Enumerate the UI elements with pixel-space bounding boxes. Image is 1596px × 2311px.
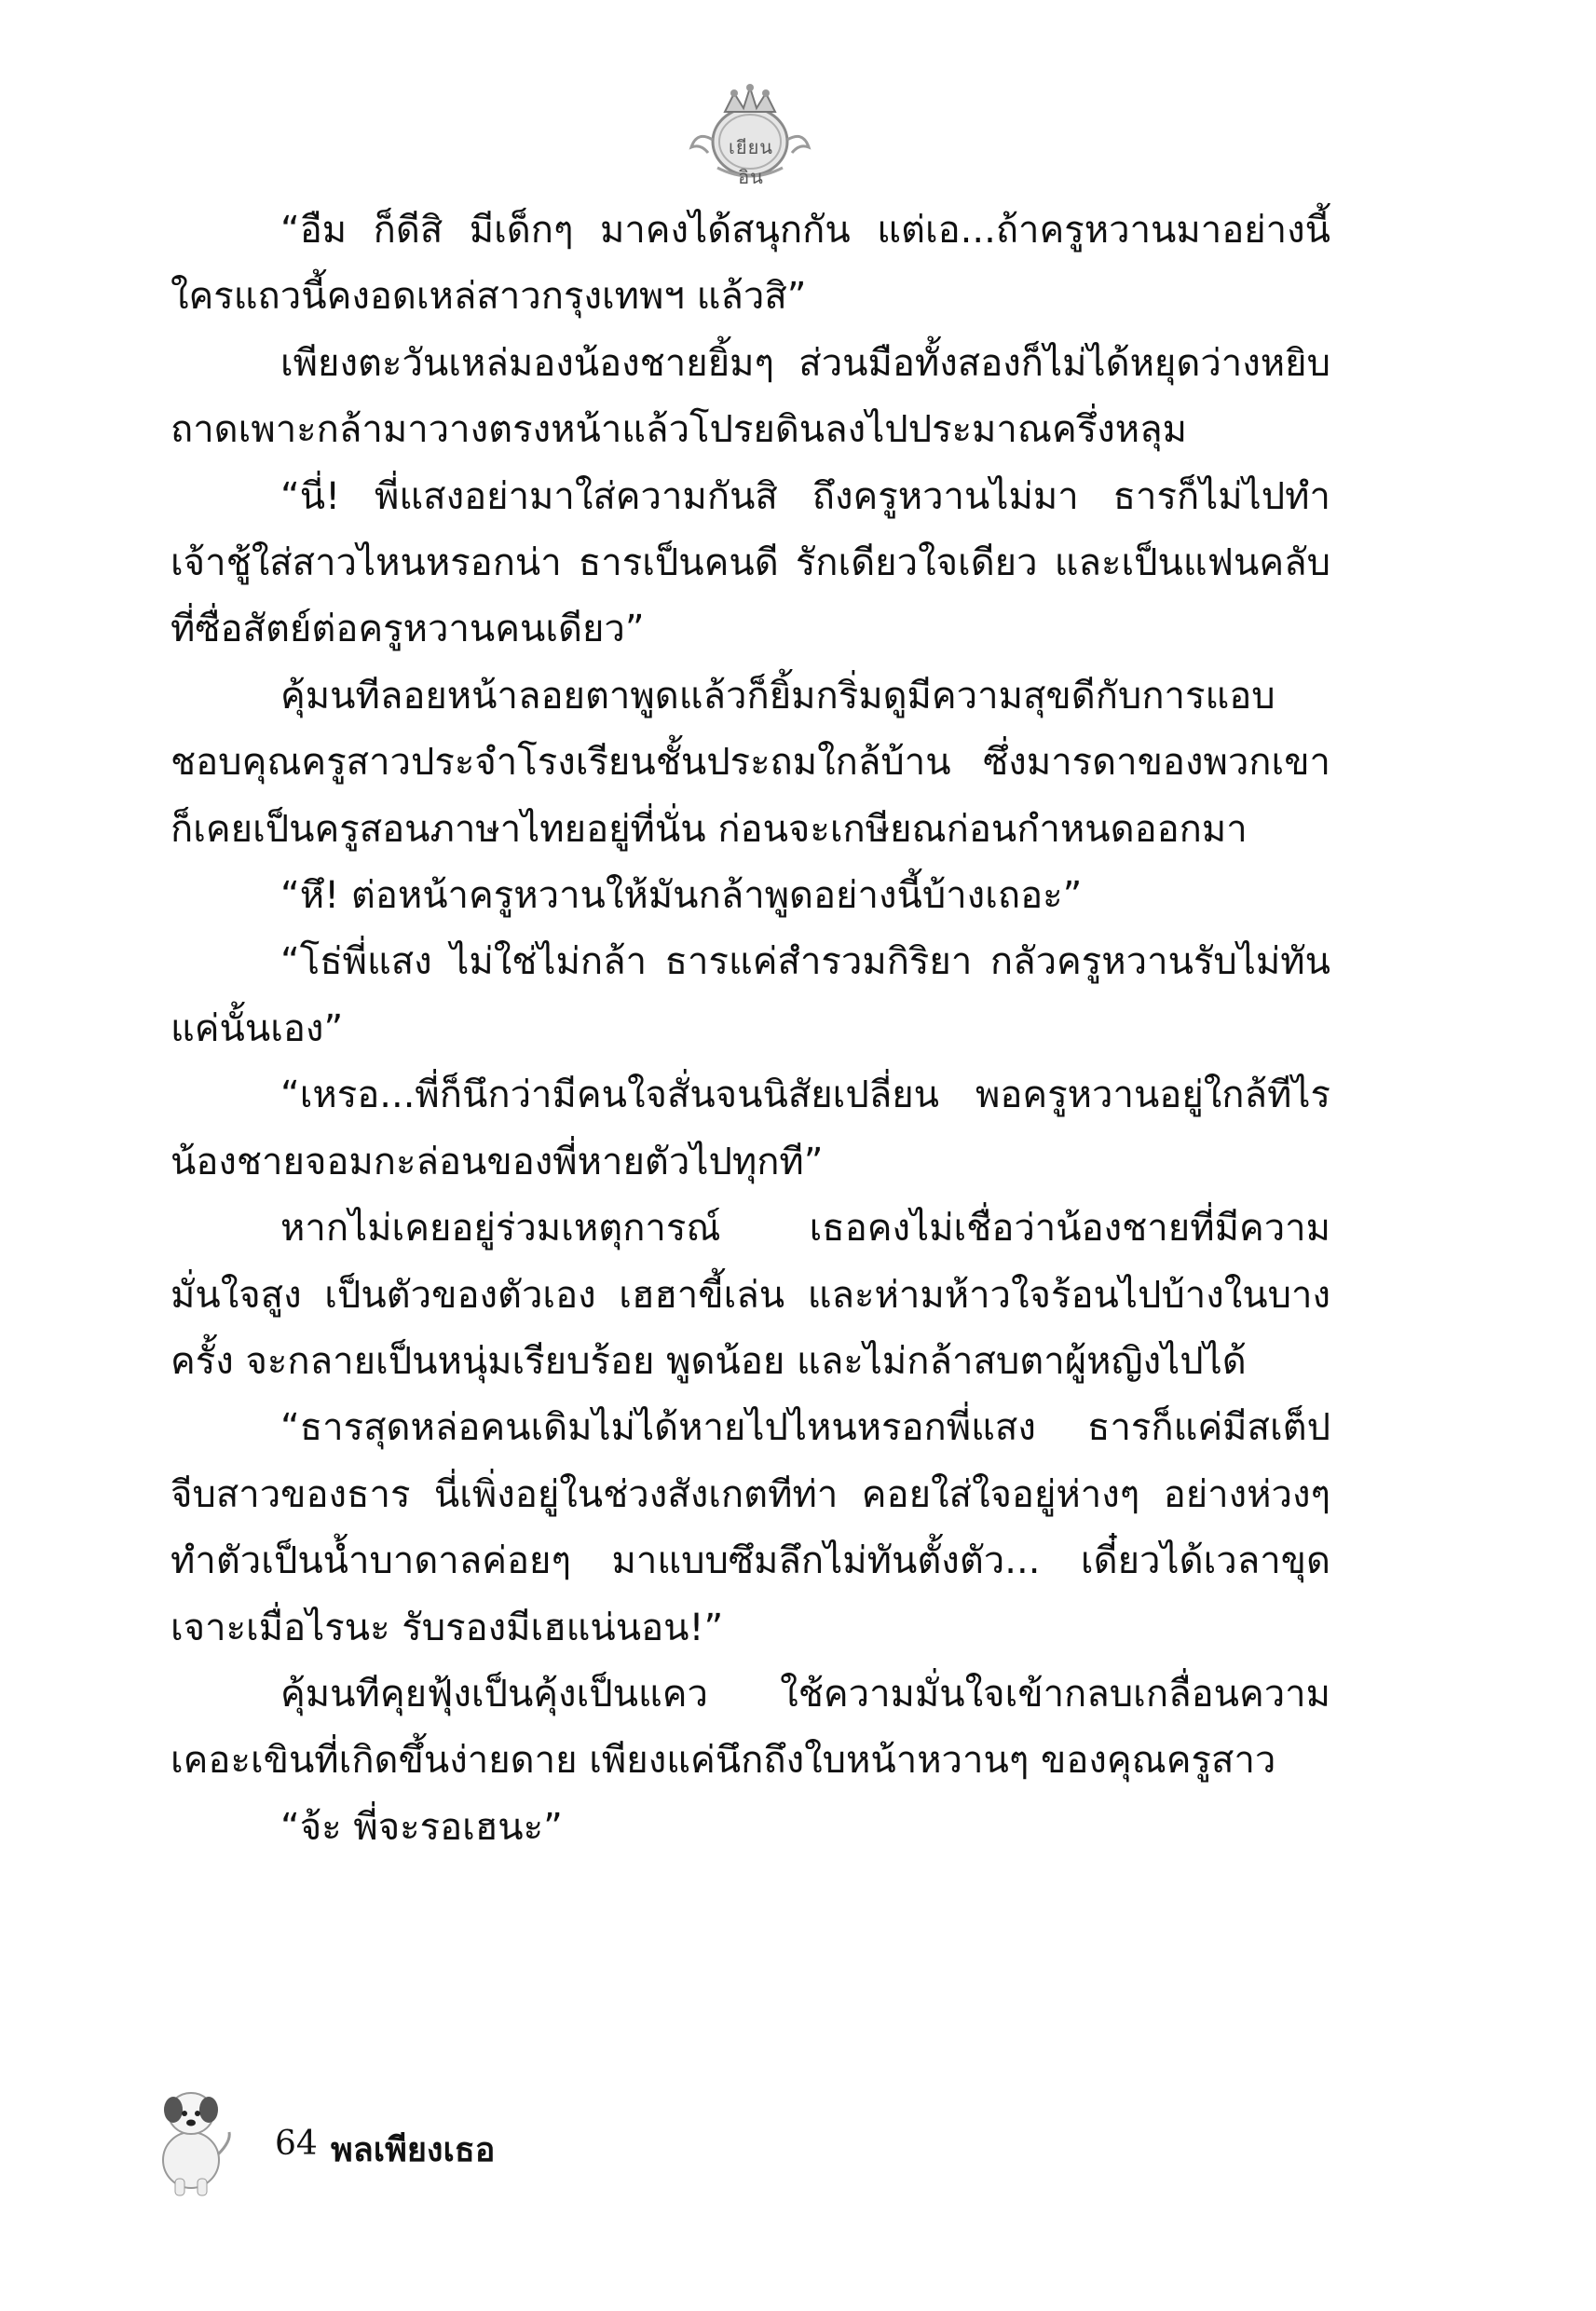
paragraph: “จ้ะ พี่จะรอเฮนะ” (280, 1805, 563, 1849)
paragraph: คุ้มนทีคุยฟุ้งเป็นคุ้งเป็นแคว ใช้ความมั่นใจเข้ากลบเกลื่อนความเคอะเขินที่เกิดขึ้นง่ายดาย เพียงแค่นึกถึงใบหน้าหวานๆ ของคุณครูสาว (171, 1672, 1330, 1783)
page-number: 64 (275, 2125, 318, 2163)
paragraph: เพียงตะวันเหล่มองน้องชายยิ้มๆ ส่วนมือทั้งสองก็ไม่ได้หยุดว่างหยิบถาดเพาะกล้ามาวางตรงหน้าแล้วโปรยดินลงไปประมาณครึ่งหลุม (171, 341, 1330, 452)
emblem-text: เยียนอิน (729, 136, 773, 188)
page-footer (140, 2076, 699, 2207)
paragraph: “หึ! ต่อหน้าครูหวานให้มันกล้าพูดอย่างนี้บ้างเถอะ” (280, 874, 1083, 918)
paragraph: “โธ่พี่แสง ไม่ใช่ไม่กล้า ธารแค่สำรวมกิริยา กลัวครูหวานรับไม่ทันแค่นั้นเอง” (171, 940, 1330, 1050)
paragraph: “เหรอ...พี่ก็นึกว่ามีคนใจสั่นจนนิสัยเปลี่ยน พอครูหวานอยู่ใกล้ทีไร น้องชายจอมกะล่อนของพี่หายตัวไปทุกที” (171, 1073, 1330, 1183)
story-text (171, 198, 1330, 1861)
crown-emblem-icon (680, 75, 820, 186)
paragraph: “อืม ก็ดีสิ มีเด็กๆ มาคงได้สนุกกัน แต่เอ...ถ้าครูหวานมาอย่างนี้ใครแถวนี้คงอดเหล่สาวกรุงเทพฯ แล้วสิ” (171, 209, 1330, 319)
paragraph: หากไม่เคยอยู่ร่วมเหตุการณ์ เธอคงไม่เชื่อว่าน้องชายที่มีความมั่นใจสูง เป็นตัวของตัวเอง เฮฮาขี้เล่น และห่ามห้าวใจร้อนไปบ้างในบางครั้ง จะกลายเป็นหนุ่มเรียบร้อย พูดน้อย และไม่กล้าสบตาผู้หญิงไปได้ (171, 1207, 1330, 1383)
paragraph: คุ้มนทีลอยหน้าลอยตาพูดแล้วก็ยิ้มกริ่มดูมีความสุขดีกับการแอบชอบคุณครูสาวประจำโรงเรียนชั้นประถมใกล้บ้าน ซึ่งมารดาของพวกเขาก็เคยเป็นครูสอนภาษาไทยอยู่ที่นั่น ก่อนจะเกษียณก่อนกำหนดออกมา (171, 674, 1330, 851)
paragraph: “นี่! พี่แสงอย่ามาใส่ความกันสิ ถึงครูหวานไม่มา ธารก็ไม่ไปทำเจ้าชู้ใส่สาวไหนหรอกน่า ธารเป็นคนดี รักเดียวใจเดียว และเป็นแฟนคลับที่ซื่อสัตย์ต่อครูหวานคนเดียว” (171, 474, 1330, 651)
puppy-icon (140, 2076, 242, 2197)
paragraph: “ธารสุดหล่อคนเดิมไม่ได้หายไปไหนหรอกพี่แสง ธารก็แค่มีสเต็ปจีบสาวของธาร นี่เพิ่งอยู่ในช่วงสังเกตทีท่า คอยใส่ใจอยู่ห่างๆ อย่างห่วงๆ ทำตัวเป็นน้ำบาดาลค่อยๆ มาแบบซึมลึกไม่ทันตั้งตัว... เดี๋ยวได้เวลาขุดเจาะเมื่อไรนะ รับรองมีเฮแน่นอน!” (171, 1406, 1330, 1649)
book-title: พลเพียงเธอ (331, 2131, 496, 2169)
